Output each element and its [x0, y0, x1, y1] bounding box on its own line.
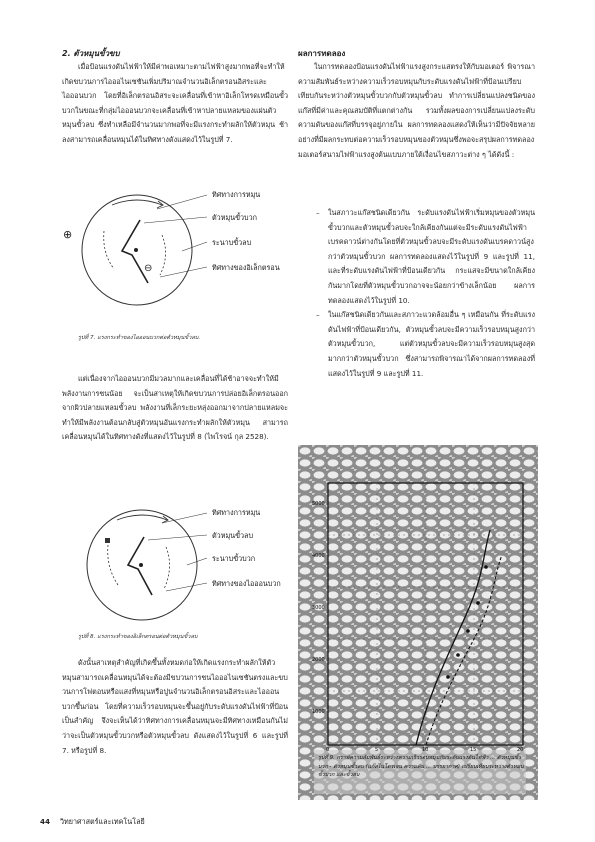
figure-7-rotor-pivot — [134, 248, 138, 252]
left-paragraph-3-text: ดังนั้นสาเหตุสำคัญที่เกิดขึ้นทั้งหมดก่อให้เกิดแรงกระทำผลักให้ตัวหมุนสามารถเคลื่อนหมุนได้จะต้องมีขบวนการชนไอออไนเซชันตรงและขบวนการโฟตอนหรือแสงที่หมุนหรือปูนจำนวนอิเล็กตรอนอิสระและไอออนบวกขึ้นก่อน โดยที่ความเร็วรอบหมุนจะขึ้นอยู่กับระดับแรงดันไฟฟ้าที่ป้อนเป็นสำคัญ จึงจะเห็นได้ว่าทิศทางการเคลื่อนหมุนจะมีทิศทางเหมือนกันไม่ว่าจะเป็นตัวหมุนขั้วบวกหรือตัวหมุนขั้วลบ ดังแสดงไว้ในรูปที่ 6 และรูปที่ 7. หรือรูปที่ 8. — [62, 658, 288, 755]
figure-7-caption: รูปที่ 7. แรงกระทำของไอออนบวกต่อตัวหมุนขั้วลบ. — [78, 335, 201, 341]
figure-8-rotor-pivot — [139, 563, 143, 567]
figure-8-ion-path — [108, 545, 118, 585]
left-paragraph-1 — [62, 60, 288, 148]
figure-9-ytick: 3000 — [312, 605, 325, 611]
results-bullet-item: – ในแก๊สชนิดเดียวกันและสภาวะแวดล้อมอื่น ๆ เหมือนกัน ที่ระดับแรงดันไฟฟ้าที่ป้อนเดียวกัน, ตัวหมุนขั้วลบจะมีความเร็วรอบหมุนสูงกว่าตัวหมุนขั้วบวก, แต่ตัวหมุนขั้วลบจะมีความเร็วรอบหมุนสูงสุดมากกว่าตัวหมุนขั้วบวก ซึ่งสามารถพิจารณาได้จากผลการทดลองที่แสดงไว้ในรูปที่ 9 และรูปที่ 11. — [312, 308, 535, 381]
figure-7-label-electron-direction: ทิศทางของอิเล็กตรอน — [212, 263, 280, 272]
figure-9-photo-svg — [298, 445, 538, 800]
left-paragraph-2 — [62, 372, 288, 445]
figure-9-background-pattern — [298, 445, 538, 800]
figure-9-ytick: 1000 — [312, 709, 325, 715]
figure-9-xtick: 20 — [517, 747, 524, 753]
figure-7-rotation-arrow — [112, 200, 162, 205]
right-paragraph-1-text: ในการทดลองป้อนแรงดันไฟฟ้าแรงสูงกระแสตรงให้กับมอเตอร์ พิจารณาความสัมพันธ์ระหว่างความเร็วรอบหมุนกับระดับแรงดันไฟฟ้าที่ป้อนเปรียบเทียบกันระหว่างตัวหมุนขั้วบวกกับตัวหมุนขั้วลบ ทำการเปลี่ยนแปลงชนิดของแก๊สที่มีค่าและคุณสมบัติที่แตกต่างกัน รวมทั้งผลของการเปลี่ยนแปลงระดับความดันของแก๊สที่บรรจุอยู่ภายใน ผลการทดลองแสดงให้เห็นว่ามีปัจจัยหลายอย่างที่มีผลกระทบต่อความเร็วรอบหมุนของตัวหมุนซึ่งพอจะสรุปผลการทดลองมอเตอร์สนามไฟฟ้าแรงสูงต้นแบบภายใต้เงื่อนไขสภาวะต่าง ๆ ได้ดังนี้ : — [298, 62, 535, 159]
figure-8-leader-lines — [148, 513, 207, 591]
left-paragraph-2-text: แต่เนื่องจากไอออนบวกมีมวลมากและเคลื่อนที่ได้ช้าอาจจะทำให้มีพลังงานการชนน้อย จะเป็นสาเหตุให้เกิดขบวนการปล่อยอิเล็กตรอนออกจากผิวปลายแหลมขั้วลบ พลังงานที่เล็กระยะหลุ่งออกมาจากปลายแหลมจะทำให้มีพลังงานต้อนกลับสู่ตัวหมุนอันแรงกระทำผลักให้ตัวหมุน สามารถเคลื่อนหมุนได้ในทิศทางดังที่แสดงไว้ในรูปที่ 8 (ไพโรจน์ กุล 2528). — [62, 374, 288, 442]
figure-7-label-plane: ระนาบขั้วลบ — [212, 238, 252, 247]
figure-7-plus-symbol: ⊕ — [63, 228, 73, 241]
figure-7-diagram — [62, 185, 297, 320]
figure-8-rotation-arrow — [117, 515, 167, 520]
figure-7-label-rotation-direction: ทิศทางการหมุน — [212, 190, 261, 199]
figure-8-label-plane: ระนาบขั้วบวก — [212, 554, 256, 563]
figure-9-ytick: 2000 — [312, 657, 325, 663]
figure-9-caption: รูปที่ 9. กราฟความสัมพันธ์ระหว่างความเร็วรอบหมุนกับระดับแรงดันไฟฟ้า ... ตัวหมุนขั้วบวก - ตัวหมุนขั้วลบ (แก๊สไนโตรเจน ความดัน ... บรรยากาศ) เปรียบเทียบระหว่างตัวหมุนขั้วบวก และขั้วลบ — [318, 755, 524, 778]
figure-7-label-rotor: ตัวหมุนขั้วบวก — [212, 213, 257, 222]
results-bullet-list — [312, 206, 535, 381]
left-paragraph-1-text: เมื่อป้อนแรงดันไฟฟ้าให้มีค่าพอเหมาะตามไฟฟ้าสูงมากพอที่จะทำให้เกิดขบวนการไอออไนเซชันเพิ่มปริมาณจำนวนอิเล็กตรอนอิสระและไอออนบวก โดยที่อิเล็กตรอนอิสระจะเคลื่อนที่เข้าหาอิเล็กโทรดเหมือนขั้วบวกในขณะที่กลุ่มไอออนบวกจะเคลื่อนที่เข้าหาปลายแหลมของแผ่นตัวหมุนขั้วลบ ซึ่งทำเหลือมีจำนวนมากพอที่จะมีแรงกระทำผลักให้ตัวหมุน ช้าลงสามารถเคลื่อนหมุนได้ในทิศทางดังแสดงไว้ในรูปที่ 7. — [62, 62, 288, 144]
figure-8-label-rotation-direction: ทิศทางการหมุน — [212, 508, 261, 517]
figure-7-leader-lines — [144, 195, 207, 277]
figure-8-caption: รูปที่ 8. แรงกระทำของอิเล็กตรอนต่อตัวหมุนขั้วลบ — [78, 634, 198, 640]
journal-name: วิทยาศาสตร์และเทคโนโลยี — [60, 817, 145, 826]
results-bullet-item: – ในสภาวะแก๊สชนิดเดียวกัน ระดับแรงดันไฟฟ้าเริ่มหมุนของตัวหมุนขั้วบวกและตัวหมุนขั้วลบจะใกล้เคียงกันแต่จะมีระดับแรงดันไฟฟ้าเบรคดาวน์ต่างกันโดยที่ตัวหมุนขั้วลบจะมีระดับแรงดันเบรคดาวน์สูงกว่าตัวหมุนขั้วบวก ผลการทดลองแสดงไว้ในรูปที่ 9 และรูปที่ 11, และที่ระดับแรงดันไฟฟ้าที่ป้อนเดียวกัน กระแสจะมีขนาดใกล้เคียงกันมากโดยที่ตัวหมุนขั้วบวกอาจจะน้อยกว่าข้างเล็กน้อย ผลการทดลองแสดงไว้ในรูปที่ 10. — [312, 206, 535, 308]
figure-9-xtick: 15 — [470, 747, 477, 753]
figure-7-minus-symbol: ⊖ — [144, 263, 153, 274]
left-paragraph-3 — [62, 656, 288, 758]
figure-8-diagram — [62, 505, 297, 630]
page-number: 44 — [40, 817, 51, 826]
figure-9-ytick: 5000 — [312, 501, 325, 507]
figure-9-xtick: 10 — [422, 747, 429, 753]
figure-8-label-ion-direction: ทิศทางของไอออนบวก — [212, 579, 281, 588]
section-heading-negative-rotor: 2. ตัวหมุนขั้วขบ — [62, 49, 120, 58]
right-paragraph-1 — [298, 60, 535, 162]
figure-9-ytick: 4000 — [312, 553, 325, 559]
figure-8-electrode-marker — [105, 538, 110, 543]
section-heading-results: ผลการทดลอง — [298, 49, 346, 58]
figure-9-photograph — [298, 445, 538, 800]
figure-9-xtick: 0 — [326, 747, 330, 753]
figure-9-xtick: 5 — [375, 747, 379, 753]
figure-7-ion-path — [104, 231, 114, 269]
figure-8-label-rotor: ตัวหมุนขั้วลบ — [212, 531, 254, 540]
